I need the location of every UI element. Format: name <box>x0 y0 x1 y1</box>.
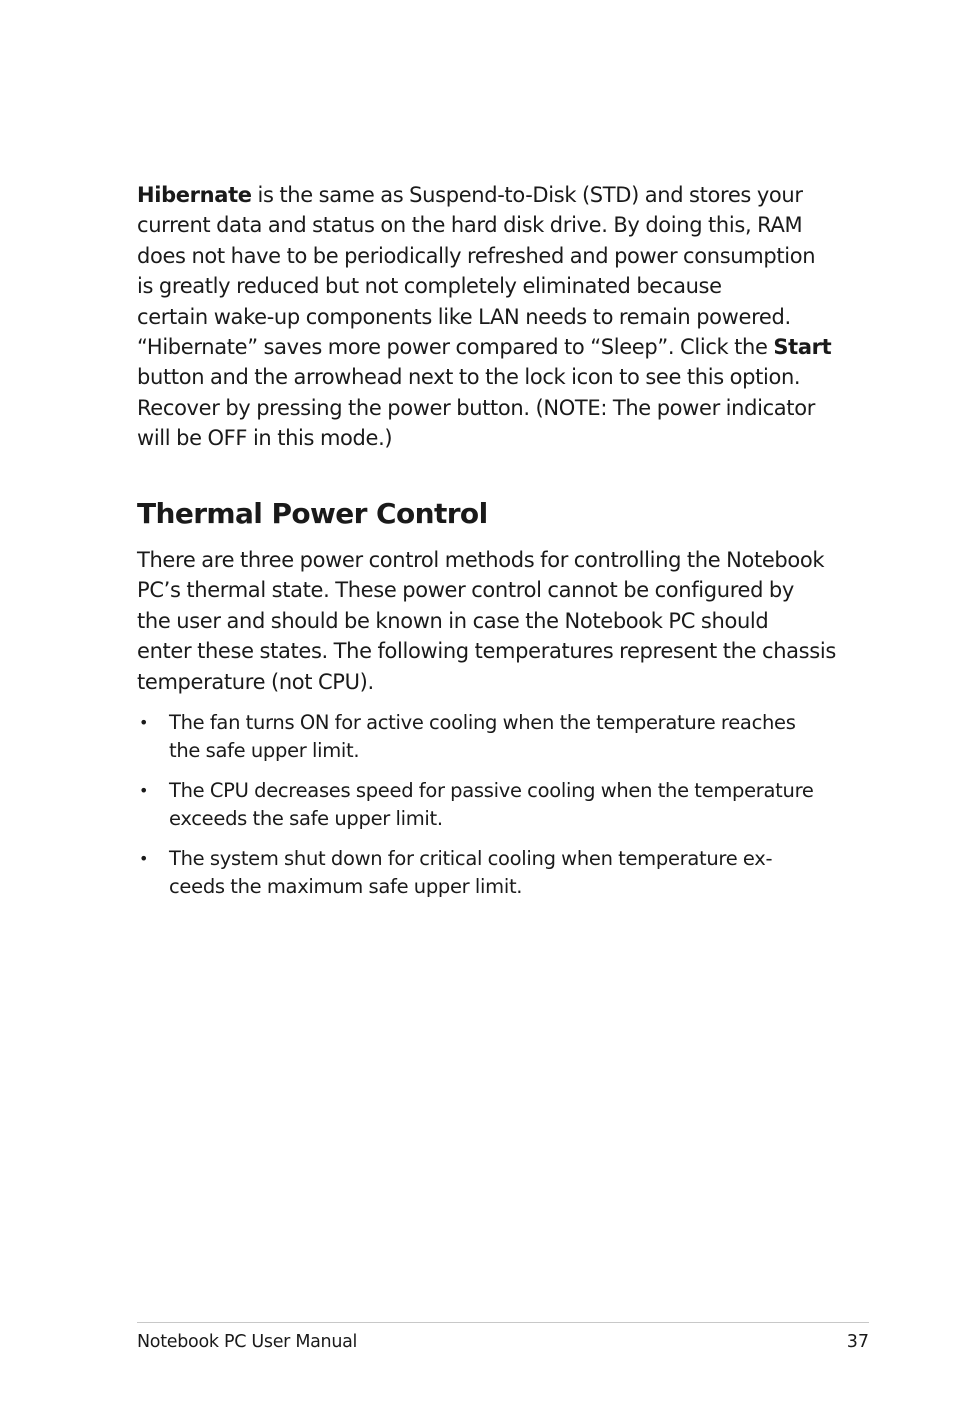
bullet-marker: • <box>139 713 149 732</box>
start-term: Start <box>773 335 832 360</box>
footer-divider <box>137 1322 869 1323</box>
intro-line: There are three power control methods for controlling the Notebook <box>137 548 825 572</box>
hibernate-line: current data and status on the hard disk drive. By doing this, RAM <box>137 213 803 238</box>
hibernate-line: Recover by pressing the power button. (NOTE: The power indicator <box>137 395 815 420</box>
hibernate-line: does not have to be periodically refreshed and power consumption <box>137 243 816 268</box>
hibernate-line: button and the arrowhead next to the lock icon to see this option. <box>137 365 801 390</box>
hibernate-line: will be OFF in this mode.) <box>137 426 393 451</box>
intro-line: temperature (not CPU). <box>137 669 374 694</box>
thermal-intro-paragraph <box>137 545 836 697</box>
page-number: 37 <box>846 1332 869 1352</box>
hibernate-term: Hibernate <box>137 183 252 207</box>
intro-line: enter these states. The following temperatures represent the chassis <box>137 639 836 664</box>
bullet-marker: • <box>139 849 149 868</box>
list-item: • The system shut down for critical cooling when temperature ex- ceeds the maximum safe upper limit. <box>139 847 773 898</box>
list-item: • The fan turns ON for active cooling when the temperature reaches the safe upper limit. <box>139 711 796 762</box>
thermal-bullet-list <box>137 709 837 913</box>
footer-title: Notebook PC User Manual <box>137 1332 358 1352</box>
hibernate-line: “Hibernate” saves more power compared to “Sleep”. Click the Start <box>137 335 832 360</box>
hibernate-paragraph <box>137 180 832 454</box>
intro-line: PC’s thermal state. These power control cannot be configured by <box>137 578 794 603</box>
section-heading: Thermal Power Control <box>137 497 488 530</box>
bullet-marker: • <box>139 781 149 800</box>
intro-line: the user and should be known in case the Notebook PC should <box>137 608 769 633</box>
list-item: • The CPU decreases speed for passive cooling when the temperature exceeds the safe upper limit. <box>139 779 814 830</box>
hibernate-line: is greatly reduced but not completely eliminated because <box>137 274 722 299</box>
hibernate-line: certain wake-up components like LAN needs to remain powered. <box>137 304 791 329</box>
hibernate-line: Hibernate is the same as Suspend-to-Disk (STD) and stores your <box>137 183 803 207</box>
